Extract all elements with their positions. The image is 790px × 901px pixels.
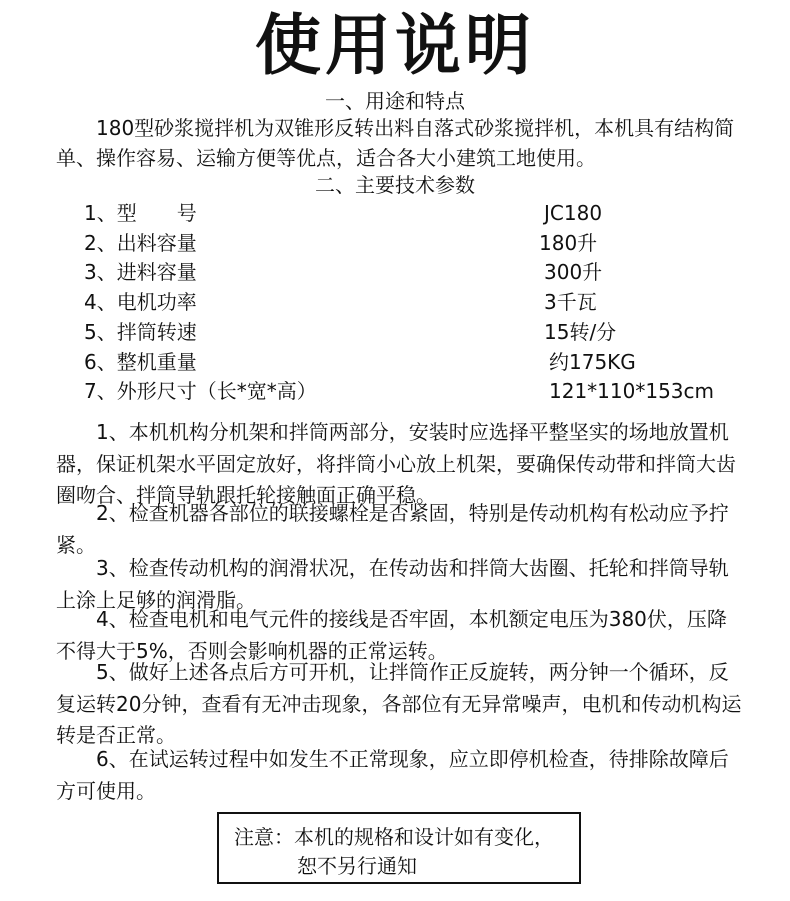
spec-label: 6、整机重量 xyxy=(84,350,197,374)
spec-label: 7、外形尺寸（长*宽*高） xyxy=(84,379,317,403)
instruction-item: 3、检查传动机构的润滑状况，在传动齿和拌筒大齿圈、托轮和拌筒导轨上涂上足够的润滑脂。 xyxy=(56,556,729,612)
notice-text: 恕不另行通知 xyxy=(297,854,417,878)
spec-value: 15转/分 xyxy=(544,320,617,344)
spec-value: 3千瓦 xyxy=(544,290,597,314)
spec-value: JC180 xyxy=(544,201,603,225)
spec-row xyxy=(0,257,790,287)
spec-value: 约175KG xyxy=(549,350,636,374)
notice-text: 注意：本机的规格和设计如有变化， xyxy=(234,825,554,849)
spec-value: 121*110*153cm xyxy=(549,379,714,403)
section-heading-specs: 二、主要技术参数 xyxy=(315,173,475,197)
instruction-item: 5、做好上述各点后方可开机，让拌筒作正反旋转，两分钟一个循环，反复运转20分钟，查看有无冲击现象，各部位有无异常噪声，电机和传动机构运转是否正常。 xyxy=(56,660,742,747)
usage-paragraph: 180型砂浆搅拌机为双锥形反转出料自落式砂浆搅拌机，本机具有结构简单、操作容易、运输方便等优点，适合各大小建筑工地使用。 xyxy=(56,116,735,170)
instruction-item: 4、检查电机和电气元件的接线是否牢固，本机额定电压为380伏，压降不得大于5%，否则会影响机器的正常运转。 xyxy=(56,607,727,663)
spec-row xyxy=(0,198,790,228)
page-title: 使用说明 xyxy=(255,7,535,84)
spec-label: 3、进料容量 xyxy=(84,260,197,284)
instruction-item: 2、检查机器各部位的联接螺栓是否紧固，特别是传动机构有松动应予拧紧。 xyxy=(56,501,729,557)
spec-row xyxy=(0,287,790,317)
spec-row xyxy=(0,228,790,258)
spec-value: 300升 xyxy=(544,260,603,284)
spec-label: 1、型 号 xyxy=(84,201,197,225)
spec-row xyxy=(0,317,790,347)
spec-row xyxy=(0,376,790,406)
spec-value: 180升 xyxy=(539,231,598,255)
spec-row xyxy=(0,347,790,377)
instruction-item: 6、在试运转过程中如发生不正常现象，应立即停机检查，待排除故障后方可使用。 xyxy=(56,747,729,803)
section-heading-usage: 一、用途和特点 xyxy=(325,89,465,113)
instruction-item: 1、本机机构分机架和拌筒两部分，安装时应选择平整坚实的场地放置机器，保证机架水平固定放好，将拌筒小心放上机架，要确保传动带和拌筒大齿圈吻合、拌筒导轨跟托轮接触面正确平稳。 xyxy=(56,420,736,507)
spec-label: 5、拌筒转速 xyxy=(84,320,197,344)
spec-label: 4、电机功率 xyxy=(84,290,197,314)
notice-box xyxy=(217,812,581,884)
spec-label: 2、出料容量 xyxy=(84,231,197,255)
